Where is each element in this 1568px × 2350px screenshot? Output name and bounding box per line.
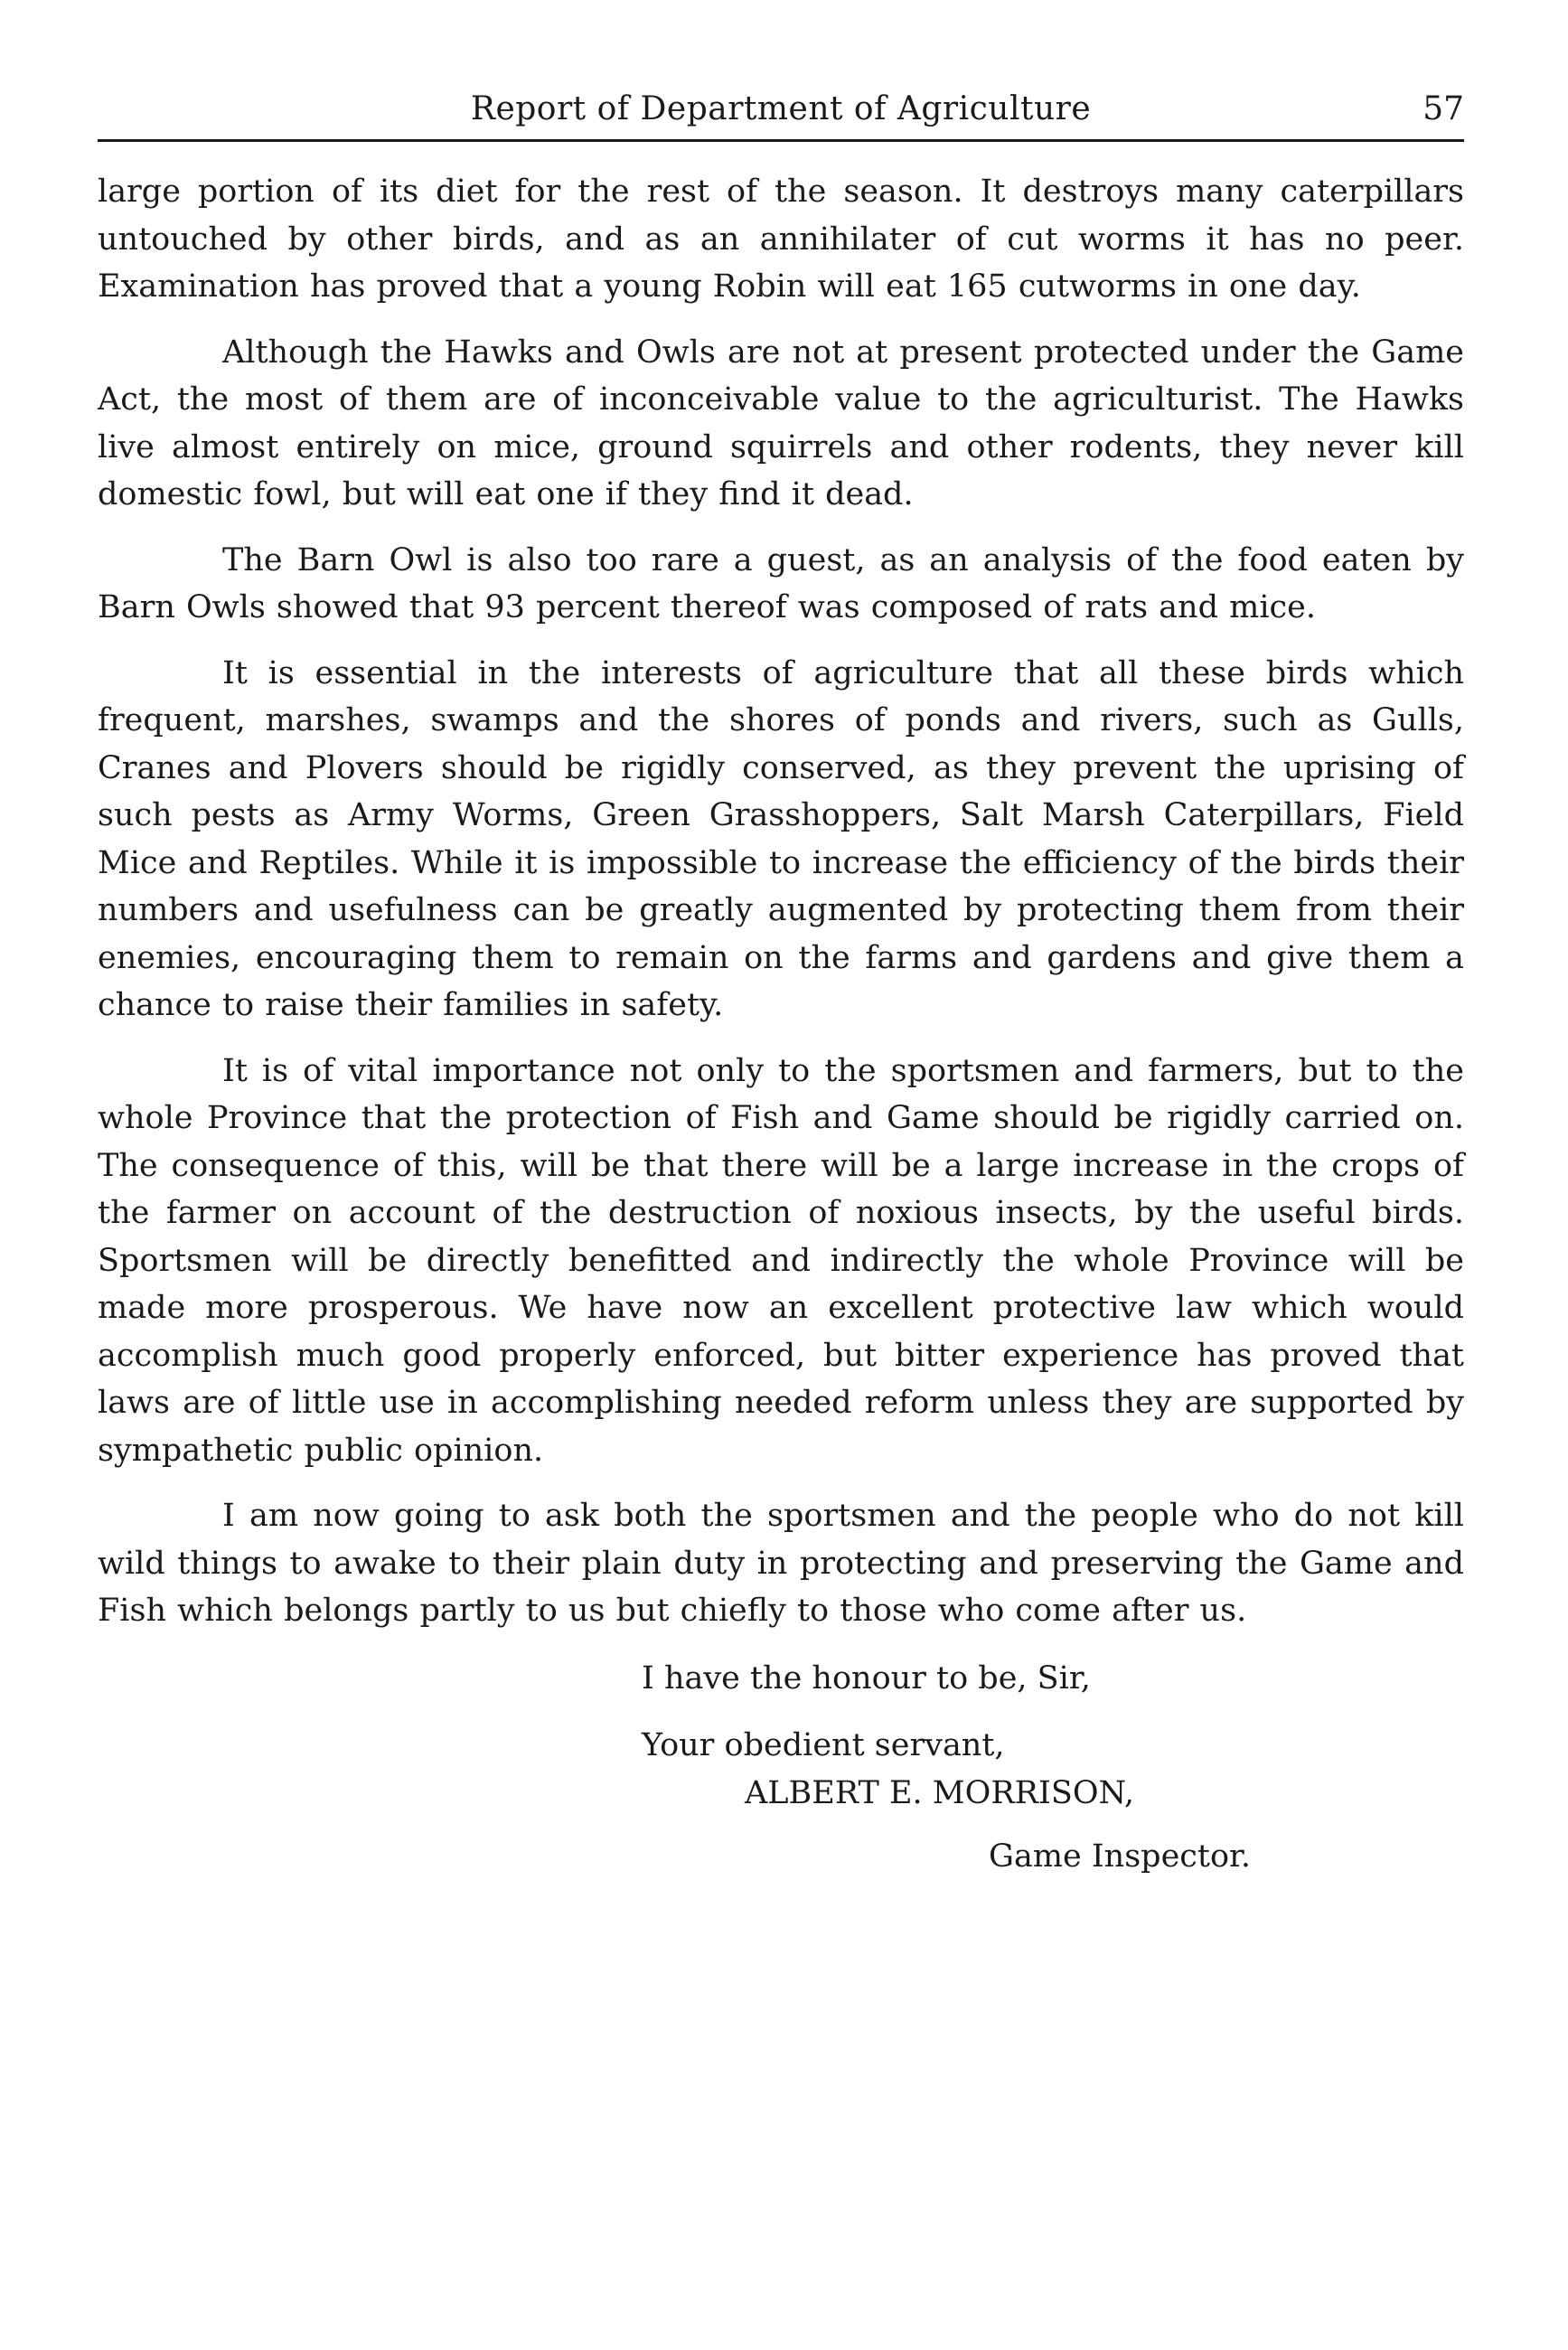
running-header xyxy=(98,83,1464,142)
letter-closing xyxy=(98,1655,1464,1881)
paragraph: It is essential in the interests of agriculture that all these birds which frequent, marshes, swamps and the shores of ponds and rivers, such as Gulls, Cranes and Plovers should be rigidly conserved, as they prevent the uprising of such pests as Army Worms, Green Grasshoppers, Salt Marsh Caterpillars, Field Mice and Reptiles. While it is impossible to increase the efficiency of the birds their numbers and usefulness can be greatly augmented by protecting them from their enemies, encouraging them to remain on the farms and gardens and give them a chance to raise their families in safety. xyxy=(98,654,1464,1023)
paragraph: The Barn Owl is also too rare a guest, as an analysis of the food eaten by Barn Owls showed that 93 percent thereof was composed of rats and mice. xyxy=(98,541,1464,625)
closing-salutation: I have the honour to be, Sir, xyxy=(642,1659,1091,1697)
closing-valediction: Your obedient servant, xyxy=(642,1727,1005,1763)
signatory-name: ALBERT E. MORRISON, xyxy=(745,1774,1135,1811)
paragraph: I am now going to ask both the sportsmen and the people who do not kill wild things to awake to their plain duty in protecting and preserving the Game and Fish which belongs partly to us but chiefly to those who come after us. xyxy=(98,1498,1464,1629)
signatory-title: Game Inspector. xyxy=(989,1838,1252,1875)
paragraph: large portion of its diet for the rest of the season. It destroys many caterpillars untouched by other birds, and as an annihilater of cut worms it has no peer. Examination has proved that a young Robin will eat 165 cutworms in one day. xyxy=(98,174,1464,305)
document-page xyxy=(98,0,1464,2350)
paragraph: Although the Hawks and Owls are not at present protected under the Game Act, the most of them are of inconceivable value to the agriculturist. The Hawks live almost entirely on mice, ground squirrels and other rodents, they never kill domestic fowl, but will eat one if they find it dead. xyxy=(98,334,1464,512)
page-number: 57 xyxy=(1422,90,1464,127)
paragraph: It is of vital importance not only to the sportsmen and farmers, but to the whole Province that the protection of Fish and Game should be rigidly carried on. The consequence of this, will be that there will be a large increase in the crops of the farmer on account of the destruction of noxious insects, by the useful birds. Sportsmen will be directly benefitted and indirectly the whole Province will be made more prosperous. We have now an excellent protective law which would accomplish much good properly enforced, but bitter experience has proved that laws are of little use in accomplishing needed reform unless they are supported by sympathetic public opinion. xyxy=(98,1052,1464,1469)
document-body xyxy=(98,168,1464,1881)
header-title: Report of Department of Agriculture xyxy=(470,90,1092,127)
